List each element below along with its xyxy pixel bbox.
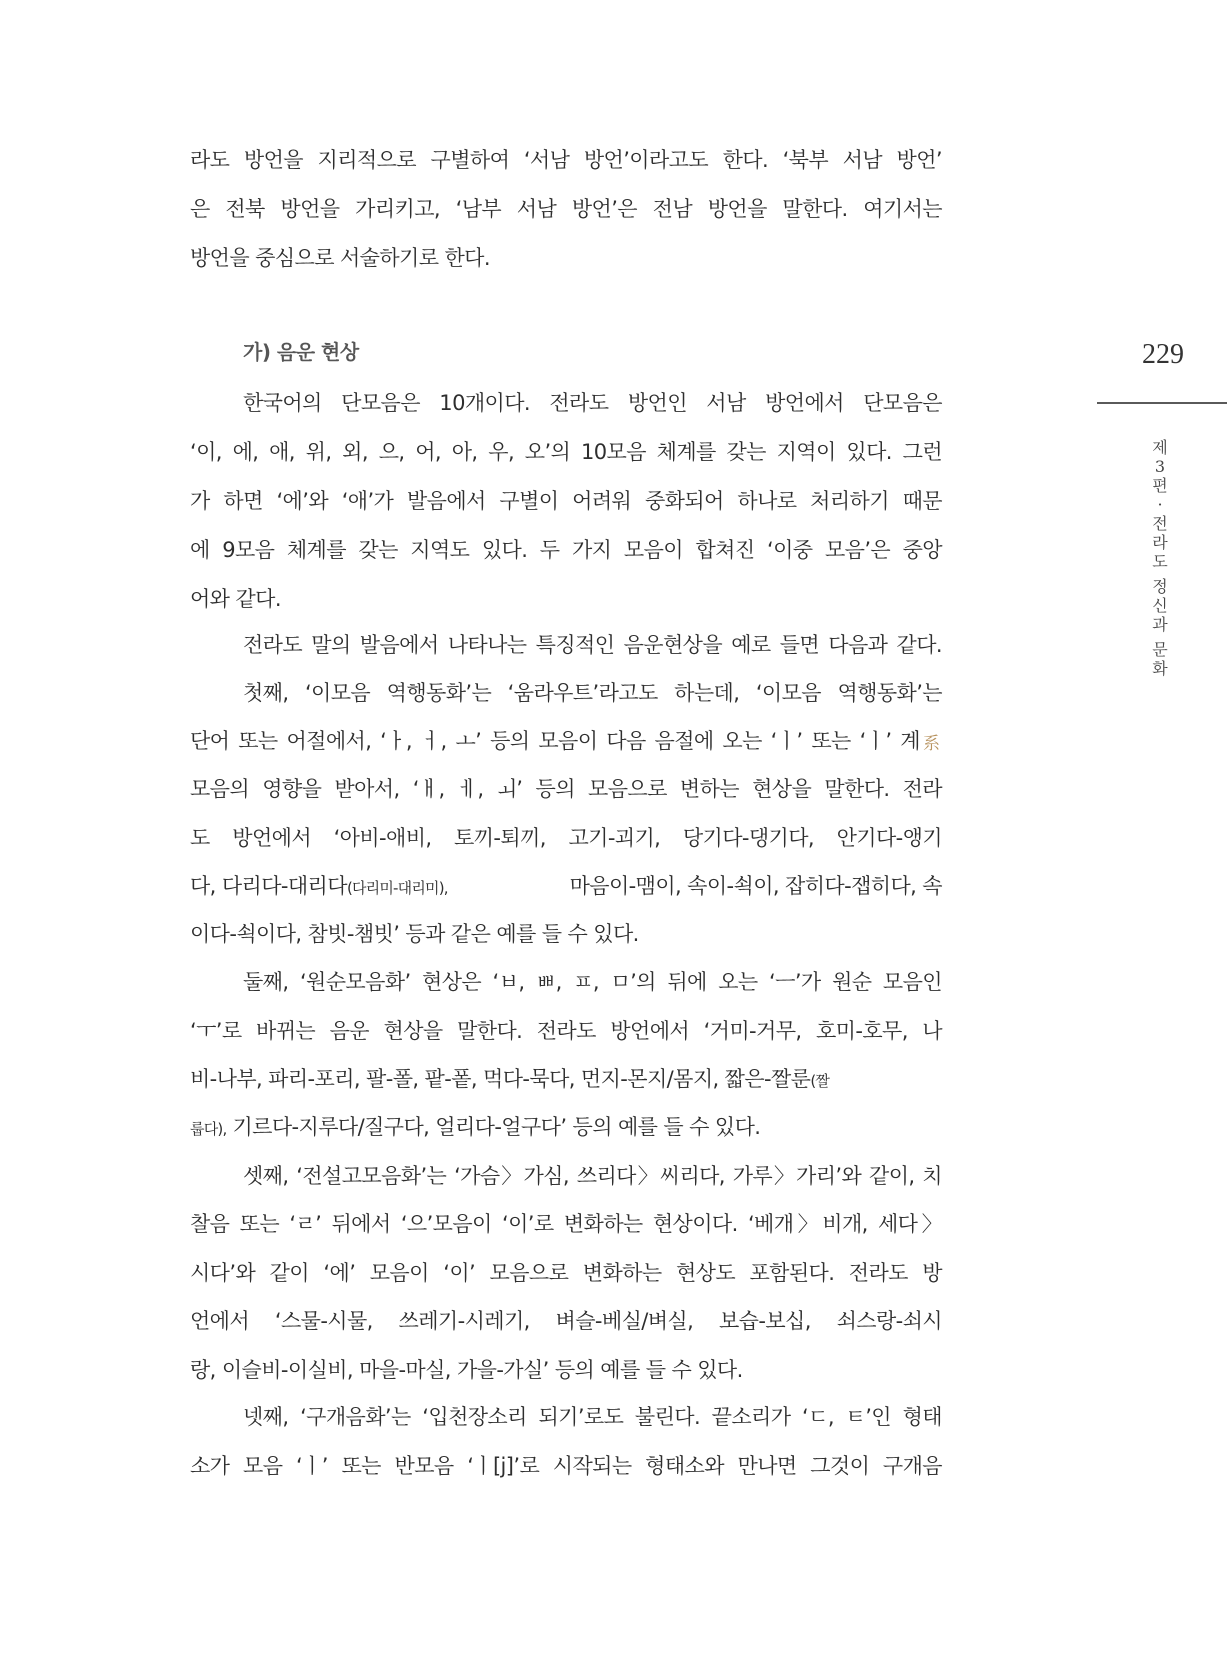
- body-line: 가 하면 ‘에’와 ‘애’가 발음에서 구별이 어려워 중화되어 하나로 처리하기 때문: [190, 489, 942, 513]
- body-text: 다, 다리다-대리다: [190, 874, 347, 898]
- body-line: 언에서 ‘스물-시물, 쓰레기-시레기, 벼슬-베실/벼실, 보습-보십, 쇠스랑-쇠시: [190, 1309, 942, 1333]
- running-title-char: 문: [1152, 640, 1168, 659]
- margin-divider: [1097, 402, 1227, 404]
- section-heading: 가) 음운 현상: [243, 340, 359, 364]
- body-line: [190, 1064, 942, 1094]
- body-line: 셋째, ‘전설고모음화’는 ‘가슴〉가심, 쓰리다〉씨리다, 가루〉가리’와 같이, 치: [243, 1164, 942, 1188]
- running-title-char: 신: [1152, 596, 1168, 615]
- running-title-char: 정: [1152, 577, 1168, 596]
- body-line: 첫째, ‘이모음 역행동화’는 ‘움라우트’라고도 하는데, ‘이모음 역행동화’는: [243, 681, 942, 705]
- running-title-char: ·: [1157, 495, 1163, 514]
- running-title: [1148, 438, 1172, 678]
- body-line: 방언을 중심으로 서술하기로 한다.: [190, 246, 490, 270]
- body-line: [190, 1112, 942, 1142]
- body-line: 시다’와 같이 ‘에’ 모음이 ‘이’ 모음으로 변화하는 현상도 포함된다. 전라도 방: [190, 1261, 942, 1285]
- running-title-char: 도: [1152, 552, 1168, 571]
- body-line: ‘ㅜ’로 바뀌는 음운 현상을 말한다. 전라도 방언에서 ‘거미-거무, 호미-호무, 나: [190, 1019, 942, 1043]
- running-title-char: 과: [1152, 615, 1168, 634]
- body-line: [190, 871, 942, 901]
- parenthetical-note: (짤: [810, 1072, 830, 1090]
- body-text: 비-나부, 파리-포리, 팔-폴, 팥-퐅, 먹다-묵다, 먼지-몬지/몸지, 짧은-짤룬: [190, 1067, 811, 1091]
- body-line: 전라도 말의 발음에서 나타나는 특징적인 음운현상을 예로 들면 다음과 같다.: [243, 633, 942, 657]
- body-line: 둘째, ‘원순모음화’ 현상은 ‘ㅂ, ㅃ, ㅍ, ㅁ’의 뒤에 오는 ‘ㅡ’가 원순 모음인: [243, 970, 942, 994]
- running-title-char: 편: [1152, 476, 1168, 495]
- parenthetical-note: 룹다: [190, 1120, 218, 1138]
- running-title-char: 라: [1152, 533, 1168, 552]
- body-line: 이다-쇡이다, 참빗-챔빗’ 등과 같은 예를 들 수 있다.: [190, 922, 639, 946]
- body-line: 랑, 이슬비-이실비, 마을-마실, 가을-가실’ 등의 예를 들 수 있다.: [190, 1358, 743, 1382]
- body-text: 기르다-지루다/질구다, 얼리다-얼구다’ 등의 예를 들 수 있다.: [232, 1115, 761, 1139]
- body-line: 어와 같다.: [190, 587, 281, 611]
- body-line: 넷째, ‘구개음화’는 ‘입천장소리 되기’로도 불린다. 끝소리가 ‘ㄷ, ㅌ’인 형태: [243, 1405, 942, 1429]
- running-title-char: 화: [1152, 659, 1168, 678]
- body-line: 도 방언에서 ‘아비-애비, 토끼-퇴끼, 고기-괴기, 당기다-댕기다, 안기다-앵기: [190, 826, 942, 850]
- body-line: 단어 또는 어절에서, ‘ㅏ, ㅓ, ㅗ’ 등의 모음이 다음 음절에 오는 ‘ㅣ’ 또는 ‘ㅣ’ 계: [190, 729, 920, 753]
- body-text: 마음이-맴이, 속이-쇡이, 잡히다-잽히다, 속: [569, 874, 942, 898]
- body-line: 한국어의 단모음은 10개이다. 전라도 방언인 서남 방언에서 단모음은: [243, 391, 942, 415]
- running-title-char: 전: [1152, 514, 1168, 533]
- body-line: 모음의 영향을 받아서, ‘ㅐ, ㅔ, ㅚ’ 등의 모음으로 변하는 현상을 말한다. 전라: [190, 777, 942, 801]
- parenthetical-note: (다리미-대리미),: [346, 879, 448, 897]
- running-title-char: 3: [1154, 457, 1166, 476]
- body-line: 에 9모음 체계를 갖는 지역도 있다. 두 가지 모음이 합쳐진 ‘이중 모음’은 중앙: [190, 538, 942, 562]
- body-line: 은 전북 방언을 가리키고, ‘남부 서남 방언’은 전남 방언을 말한다. 여기서는: [190, 197, 942, 221]
- page-number: 229: [1142, 339, 1184, 370]
- hanja-annotation: 系: [923, 734, 940, 754]
- body-line: 소가 모음 ‘ㅣ’ 또는 반모음 ‘ㅣ[j]’로 시작되는 형태소와 만나면 그것이 구개음: [190, 1454, 942, 1478]
- running-title-char: 제: [1152, 438, 1168, 457]
- body-line: 찰음 또는 ‘ㄹ’ 뒤에서 ‘으’모음이 ‘이’로 변화하는 현상이다. ‘베개〉비개, 세다〉: [190, 1212, 942, 1236]
- body-line: ‘이, 에, 애, 위, 외, 으, 어, 아, 우, 오’의 10모음 체계를 갖는 지역이 있다. 그런: [190, 440, 942, 464]
- parenthetical-note: ),: [217, 1120, 227, 1138]
- body-line: 라도 방언을 지리적으로 구별하여 ‘서남 방언’이라고도 한다. ‘북부 서남 방언’: [190, 148, 942, 172]
